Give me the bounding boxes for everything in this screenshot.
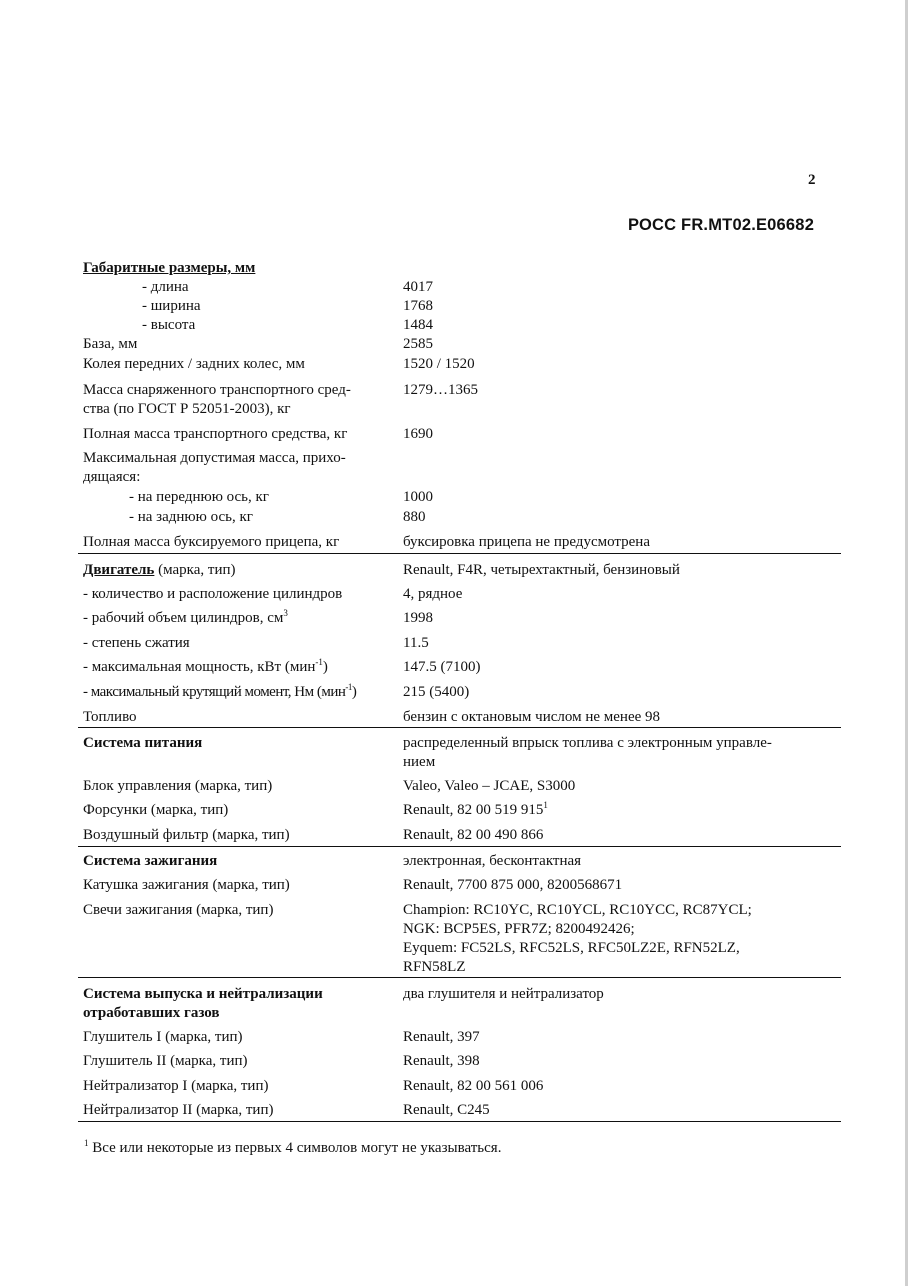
certificate-number: РОСС FR.МТ02.Е06682 (628, 216, 815, 234)
section-divider (78, 553, 841, 554)
ignition-title: Система зажигания (83, 853, 218, 869)
engine-title: Двигатель (83, 562, 155, 578)
page-number: 2 (808, 172, 816, 188)
section-divider (78, 727, 841, 728)
footnote: $^1$ Все или некоторые из первых 4 символов могут не указываться. (84, 1138, 502, 1156)
dimensions-title: Габаритные размеры, мм (83, 260, 256, 276)
section-divider (78, 1121, 841, 1122)
fuel-system-title: Система питания (83, 735, 203, 751)
section-divider (78, 977, 841, 978)
section-divider (78, 846, 841, 847)
exhaust-title: Система выпуска и нейтрализации (83, 986, 323, 1002)
